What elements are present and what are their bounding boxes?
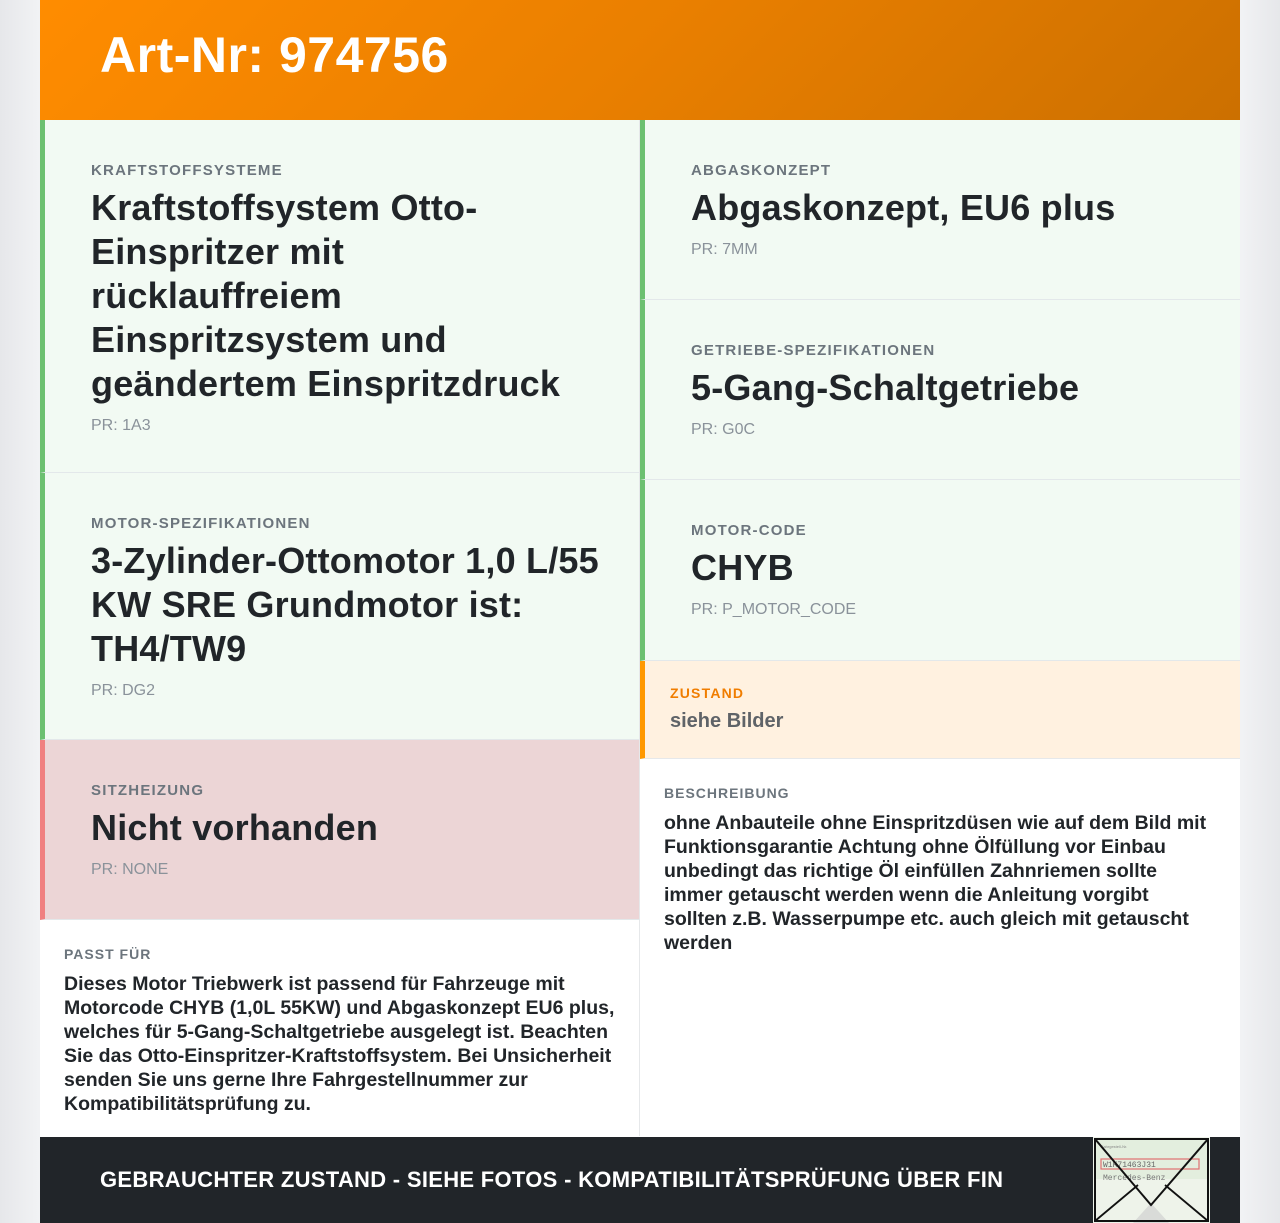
spec-card-getriebe-spezifikationen [640,300,1240,480]
passt-fuer-label: PASST FÜR [64,946,152,962]
product-sheet [40,0,1240,1223]
left-column [40,120,640,1136]
spec-pr-code: PR: 7MM [691,241,758,258]
spec-value: Abgaskonzept, EU6 plus [691,187,1116,228]
svg-text:Fahrgestell-Nr.: Fahrgestell-Nr. [1101,1144,1128,1149]
zustand-box [640,661,1240,759]
spec-card-kraftstoffsysteme [40,120,639,473]
spec-label: GETRIEBE-SPEZIFIKATIONEN [691,342,936,359]
envelope-vin-icon [1093,1137,1210,1223]
beschreibung-label: BESCHREIBUNG [664,785,790,801]
spec-value: 5-Gang-Schaltgetriebe [691,367,1080,408]
spec-card-sitzheizung [40,740,639,920]
spec-pr-code: PR: G0C [691,421,756,438]
footer-banner [40,1137,1240,1223]
spec-value: 3-Zylinder-Ottomotor 1,0 L/55 KW SRE Grundmotor ist: TH4/TW9 [91,540,599,669]
passt-fuer-text: Dieses Motor Triebwerk ist passend für Fahrzeuge mit Motorcode CHYB (1,0L 55KW) und Abgaskonzept EU6 plus, welches für 5-Gang-Schaltgetriebe ausgelegt ist. Beachten Sie das Otto-Einspritzer-Kraftstoffsystem. Bei Unsicherheit senden Sie uns gerne Ihre Fahrgestellnummer zur Kompatibilitätsprüfung zu. [64,973,615,1115]
svg-text:Mercedes-Benz: Mercedes-Benz [1103,1174,1166,1183]
spec-pr-code: PR: NONE [91,861,169,878]
spec-card-abgaskonzept [640,120,1240,300]
spec-card-motor-spezifikationen [40,473,639,740]
spec-label: MOTOR-CODE [691,522,807,539]
beschreibung-text: ohne Anbauteile ohne Einspritzdüsen wie auf dem Bild mit Funktionsgarantie Achtung ohne Ölfüllung vor Einbau unbedingt das richtige Öl einfüllen Zahnriemen sollte immer getauscht werden wenn die Anleitung vorgibt sollten z.B. Wasserpumpe etc. auch gleich mit getauscht werden [664,812,1207,954]
spec-pr-code: PR: DG2 [91,682,156,699]
spec-value: Nicht vorhanden [91,807,379,848]
spec-pr-code: PR: P_MOTOR_CODE [691,601,857,618]
zustand-value: siehe Bilder [670,710,784,732]
spec-label: MOTOR-SPEZIFIKATIONEN [91,515,311,532]
spec-card-motor-code [640,480,1240,661]
header [40,0,1240,120]
spec-label: ABGASKONZEPT [691,162,832,179]
spec-label: SITZHEIZUNG [91,782,205,799]
spec-grid [40,120,1240,1136]
passt-fuer-section [40,920,639,1136]
spec-pr-code: PR: 1A3 [91,417,151,434]
zustand-label: ZUSTAND [670,685,745,701]
spec-label: KRAFTSTOFFSYSTEME [91,162,283,179]
beschreibung-section [640,759,1240,975]
svg-text:W1K71463J31: W1K71463J31 [1103,1161,1156,1170]
spec-value: Kraftstoffsystem Otto-Einspritzer mit rücklauffreiem Einspritzsystem und geändertem Einspritzdruck [91,187,561,404]
right-column [640,120,1240,1136]
spec-value: CHYB [691,547,794,588]
footer-text: GEBRAUCHTER ZUSTAND - SIEHE FOTOS - KOMPATIBILITÄTSPRÜFUNG ÜBER FIN [100,1167,1004,1192]
article-number-title: Art-Nr: 974756 [100,27,449,83]
